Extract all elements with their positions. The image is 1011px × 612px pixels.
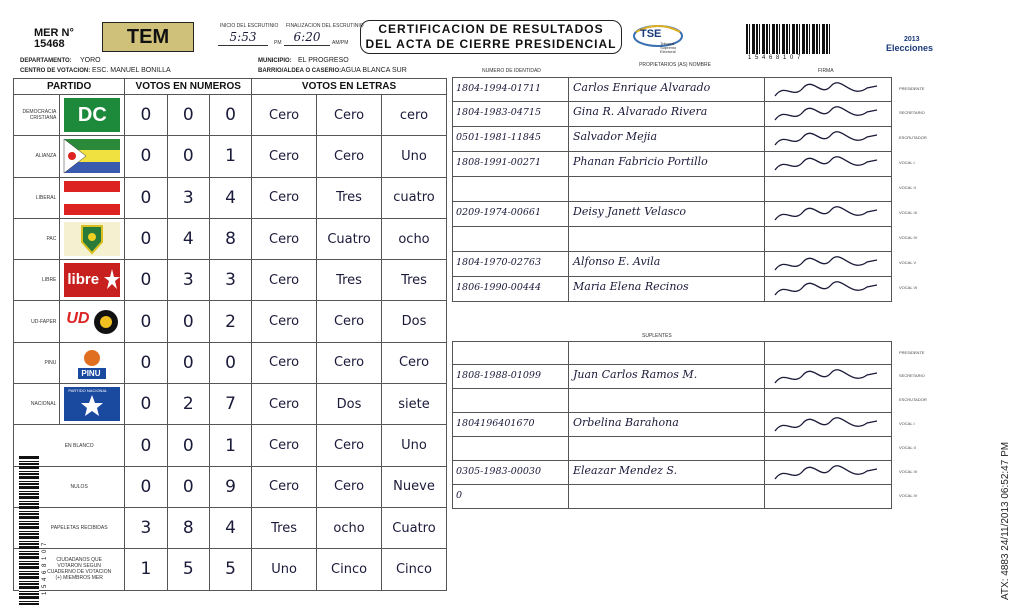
identity-number: 1808-1988-01099 — [453, 365, 569, 388]
departamento-value: YORO — [80, 57, 101, 64]
mer-number: 15468 — [34, 38, 65, 50]
member-name — [569, 177, 765, 201]
elecciones-logo — [882, 28, 942, 56]
top-barcode — [746, 24, 830, 54]
identity-number: 0209-1974-00661 — [453, 202, 569, 226]
identity-number: 0 — [453, 485, 569, 508]
vote-digit: 0 — [125, 301, 167, 342]
signature-cell — [765, 177, 893, 201]
alianza-logo — [64, 139, 120, 173]
vote-digit: 4 — [209, 177, 251, 218]
vote-word: Cero — [252, 177, 317, 218]
role-label: VOCAL I — [899, 160, 915, 165]
vote-digit: 0 — [125, 342, 167, 383]
vote-digit: 0 — [125, 466, 167, 507]
member-name — [569, 389, 765, 412]
elecciones-year: 2013 — [904, 36, 920, 43]
handwritten-signature — [771, 80, 881, 102]
signature-row — [452, 437, 916, 461]
col-partido: PARTIDO — [14, 79, 125, 95]
party-logo-cell — [60, 177, 125, 218]
role-label: PRESIDENTE — [899, 350, 925, 355]
votes-row — [14, 260, 447, 301]
centro-value: ESC. MANUEL BONILLA — [92, 67, 171, 74]
vote-digit: 3 — [167, 177, 209, 218]
top-barcode-number: 1 5 4 6 8 1 0 7 — [748, 55, 802, 61]
departamento-label: DEPARTAMENTO: — [20, 58, 72, 64]
vote-word: Cero — [382, 342, 447, 383]
col-sign-label: FIRMA — [818, 68, 834, 74]
votes-row — [14, 136, 447, 177]
vote-digit: 3 — [209, 260, 251, 301]
signature-cell — [765, 437, 893, 460]
party-name: DEMOCRACIA CRISTIANA — [14, 95, 60, 136]
vote-word: Dos — [382, 301, 447, 342]
pinu-logo: PINU — [64, 346, 120, 380]
vote-digit: 0 — [167, 301, 209, 342]
role-label: VOCAL VI — [899, 285, 918, 290]
votes-row — [14, 549, 447, 590]
signature-cell — [765, 227, 893, 251]
signature-cell — [765, 252, 893, 276]
signature-row — [452, 227, 918, 252]
vote-word: Cero — [252, 466, 317, 507]
libre-logo: libre — [64, 263, 120, 297]
vote-digit: 1 — [209, 425, 251, 466]
vote-digit: 3 — [125, 507, 167, 548]
signature-cell — [765, 413, 893, 436]
vote-digit: 9 — [209, 466, 251, 507]
party-logo-cell — [60, 301, 125, 342]
vote-digit: 8 — [209, 218, 251, 259]
end-time-label: FINALIZACION DEL ESCRUTINIO — [286, 23, 364, 29]
role-label: VOCAL IV — [899, 235, 918, 240]
party-logo-cell — [60, 342, 125, 383]
certificate-title — [360, 20, 622, 54]
tse-label: TSE — [640, 28, 662, 40]
vote-word: Tres — [252, 507, 317, 548]
handwritten-signature — [771, 254, 881, 276]
identity-number: 1806-1990-00444 — [453, 277, 569, 301]
vote-digit: 0 — [167, 136, 209, 177]
role-label: VOCAL IV — [899, 493, 918, 498]
vote-word: Cero — [252, 301, 317, 342]
signature-row — [452, 152, 915, 177]
col-votos-numeros: VOTOS EN NUMEROS — [125, 79, 252, 95]
municipio-label: MUNICIPIO: — [258, 58, 292, 64]
vote-digit: 0 — [167, 342, 209, 383]
identity-number — [453, 227, 569, 251]
identity-number: 1804-1983-04715 — [453, 102, 569, 126]
signature-cell — [765, 78, 893, 101]
role-label: ESCRUTADOR — [899, 397, 927, 402]
party-name: LIBRE — [14, 260, 60, 301]
signature-row — [452, 389, 927, 413]
role-label: VOCAL III — [899, 469, 917, 474]
handwritten-signature — [771, 415, 881, 437]
vote-digit: 5 — [167, 549, 209, 590]
identity-number — [453, 342, 569, 364]
member-name: Salvador Mejia — [569, 127, 765, 151]
vote-word: Cero — [317, 466, 382, 507]
signature-cell — [765, 202, 893, 226]
signature-row — [452, 177, 916, 202]
barrio-label: BARRIO/ALDEA O CASERIO: — [258, 68, 342, 74]
signature-cell — [765, 152, 893, 176]
signature-row — [452, 365, 925, 389]
vote-word: Cuatro — [382, 507, 447, 548]
vote-word: Cero — [317, 136, 382, 177]
tem-box: TEM — [102, 22, 194, 52]
tse-logo — [628, 22, 688, 54]
vote-digit: 7 — [209, 384, 251, 425]
row-label: EN BLANCO — [14, 425, 125, 466]
identity-number: 1804-1994-01711 — [453, 78, 569, 101]
certificate-title-line1: CERTIFICACION DE RESULTADOS — [378, 22, 604, 36]
votes-header-row — [14, 79, 447, 95]
signature-row — [452, 413, 915, 437]
vote-digit: 0 — [125, 425, 167, 466]
vote-word: Cero — [252, 218, 317, 259]
member-name: Alfonso E. Avila — [569, 252, 765, 276]
signature-cell — [765, 277, 893, 301]
signature-row — [452, 127, 927, 152]
row-label: NULOS — [14, 466, 125, 507]
vote-digit: 0 — [125, 384, 167, 425]
vote-word: Uno — [382, 136, 447, 177]
role-label: VOCAL I — [899, 421, 915, 426]
signature-row — [452, 341, 925, 365]
municipio-value: EL PROGRESO — [298, 57, 349, 64]
signature-row — [452, 202, 917, 227]
votes-row — [14, 95, 447, 136]
vote-word: Cero — [252, 136, 317, 177]
member-name: Orbelina Barahona — [569, 413, 765, 436]
centro-label: CENTRO DE VOTACION: — [20, 68, 91, 74]
vote-digit: 0 — [125, 177, 167, 218]
col-name-label: PROPIETARIOS (AS) NOMBRE — [639, 62, 711, 68]
col-votos-letras: VOTOS EN LETRAS — [252, 79, 447, 95]
role-label: VOCAL II — [899, 445, 916, 450]
vote-word: Tres — [317, 260, 382, 301]
vote-word: Cero — [252, 425, 317, 466]
vote-word: Cero — [317, 95, 382, 136]
side-barcode-number: 1 5 4 6 8 1 0 7 — [42, 541, 48, 595]
vote-digit: 0 — [125, 260, 167, 301]
vote-word: Cero — [252, 260, 317, 301]
member-name — [569, 437, 765, 460]
vote-word: Tres — [317, 177, 382, 218]
pm-label: PM — [274, 40, 282, 46]
signature-row — [452, 485, 918, 509]
handwritten-signature — [771, 279, 881, 301]
vote-digit: 0 — [209, 95, 251, 136]
vote-word: siete — [382, 384, 447, 425]
identity-number — [453, 177, 569, 201]
votes-table — [13, 78, 447, 591]
vote-digit: 0 — [125, 95, 167, 136]
handwritten-signature — [771, 154, 881, 176]
vote-digit: 0 — [125, 136, 167, 177]
signature-row — [452, 77, 925, 102]
tse-sub: Tribunal Supremo Electoral — [660, 41, 677, 54]
votes-row — [14, 507, 447, 548]
side-timestamp: ATX: 4883 24/11/2013 06:52:47 PM — [1000, 441, 1011, 600]
mer-label-block — [34, 28, 74, 50]
member-name: Gina R. Alvarado Rivera — [569, 102, 765, 126]
handwritten-signature — [771, 367, 881, 389]
identity-number — [453, 437, 569, 460]
vote-word: Cero — [252, 342, 317, 383]
end-time-value: 6:20 — [284, 30, 330, 46]
signature-cell — [765, 365, 893, 388]
member-name — [569, 227, 765, 251]
col-id-label: NUMERO DE IDENTIDAD — [482, 68, 541, 74]
role-label: VOCAL V — [899, 260, 917, 265]
role-label: VOCAL II — [899, 185, 916, 190]
party-logo-cell — [60, 218, 125, 259]
vote-digit: 0 — [167, 425, 209, 466]
member-name — [569, 485, 765, 508]
vote-digit: 3 — [167, 260, 209, 301]
votes-row — [14, 384, 447, 425]
votes-row — [14, 218, 447, 259]
vote-word: Nueve — [382, 466, 447, 507]
party-name: PINU — [14, 342, 60, 383]
role-label: ESCRUTADOR — [899, 135, 927, 140]
certificate-title-line2: DEL ACTA DE CIERRE PRESIDENCIAL — [365, 37, 617, 51]
party-name: LIBERAL — [14, 177, 60, 218]
vote-digit: 8 — [167, 507, 209, 548]
mer-label: MER N° — [34, 27, 74, 39]
role-label: VOCAL III — [899, 210, 917, 215]
vote-digit: 4 — [209, 507, 251, 548]
signature-cell — [765, 102, 893, 126]
row-label: PAPELETAS RECIBIDAS — [14, 507, 125, 548]
vote-word: Cuatro — [317, 218, 382, 259]
vote-digit: 0 — [167, 95, 209, 136]
party-logo-cell — [60, 384, 125, 425]
member-name — [569, 342, 765, 364]
elecciones-label: Elecciones — [886, 43, 934, 53]
party-name: UD-FAPER — [14, 301, 60, 342]
role-label: SECRETARIO — [899, 373, 925, 378]
dc-logo: DC — [64, 98, 120, 132]
party-name: ALIANZA — [14, 136, 60, 177]
start-time-label: INICIO DEL ESCRUTINIO — [220, 23, 279, 29]
identity-number: 0305-1983-00030 — [453, 461, 569, 484]
vote-word: ocho — [382, 218, 447, 259]
party-name: PAC — [14, 218, 60, 259]
vote-word: Cero — [252, 384, 317, 425]
vote-digit: 4 — [167, 218, 209, 259]
vote-digit: 0 — [209, 342, 251, 383]
signature-row — [452, 252, 917, 277]
votes-row — [14, 425, 447, 466]
vote-word: Cero — [317, 301, 382, 342]
vote-word: Tres — [382, 260, 447, 301]
party-name: NACIONAL — [14, 384, 60, 425]
suplentes-label: SUPLENTES — [642, 333, 672, 339]
party-logo-cell — [60, 260, 125, 301]
member-name: Phanan Fabricio Portillo — [569, 152, 765, 176]
liberal-logo — [64, 181, 120, 215]
pac-logo — [64, 222, 120, 256]
row-label: CIUDADANOS QUE VOTARON SEGUN CUADERNO DE VOTACION (+) MIEMBROS MER — [14, 549, 125, 590]
start-time-value: 5:53 — [218, 30, 268, 46]
identity-number: 1808-1991-00271 — [453, 152, 569, 176]
signature-cell — [765, 461, 893, 484]
party-logo-cell — [60, 95, 125, 136]
nacional-logo: PARTIDO NACIONAL — [64, 387, 120, 421]
votes-row — [14, 466, 447, 507]
identity-number: 0501-1981-11845 — [453, 127, 569, 151]
vote-digit: 0 — [125, 218, 167, 259]
vote-word: Uno — [382, 425, 447, 466]
vote-word: Cero — [252, 95, 317, 136]
vote-digit: 2 — [209, 301, 251, 342]
vote-digit: 2 — [167, 384, 209, 425]
vote-word: Cero — [317, 425, 382, 466]
ampm-label: AM/PM — [332, 40, 349, 46]
vote-digit: 5 — [209, 549, 251, 590]
vote-word: Cinco — [382, 549, 447, 590]
handwritten-signature — [771, 104, 881, 126]
vote-word: cero — [382, 95, 447, 136]
signature-row — [452, 461, 917, 485]
member-name: Deisy Janett Velasco — [569, 202, 765, 226]
side-barcode — [19, 455, 39, 605]
vote-word: Cero — [317, 342, 382, 383]
signature-cell — [765, 127, 893, 151]
member-name: Maria Elena Recinos — [569, 277, 765, 301]
handwritten-signature — [771, 204, 881, 226]
member-name: Juan Carlos Ramos M. — [569, 365, 765, 388]
barrio-value: AGUA BLANCA SUR — [341, 67, 407, 74]
signature-row — [452, 277, 918, 302]
identity-number — [453, 389, 569, 412]
party-logo-cell — [60, 136, 125, 177]
vote-digit: 1 — [209, 136, 251, 177]
signature-cell — [765, 389, 893, 412]
vote-digit: 0 — [167, 466, 209, 507]
handwritten-signature — [771, 129, 881, 151]
member-name: Carlos Enrique Alvarado — [569, 78, 765, 101]
vote-word: Dos — [317, 384, 382, 425]
votes-row — [14, 301, 447, 342]
role-label: SECRETARIO — [899, 110, 925, 115]
identity-number: 1804196401670 — [453, 413, 569, 436]
signature-row — [452, 102, 925, 127]
identity-number: 1804-1970-02763 — [453, 252, 569, 276]
handwritten-signature — [771, 463, 881, 485]
vote-word: Uno — [252, 549, 317, 590]
vote-word: cuatro — [382, 177, 447, 218]
vote-word: Cinco — [317, 549, 382, 590]
votes-row — [14, 177, 447, 218]
vote-word: ocho — [317, 507, 382, 548]
role-label: PRESIDENTE — [899, 86, 925, 91]
votes-row — [14, 342, 447, 383]
member-name: Eleazar Mendez S. — [569, 461, 765, 484]
signature-cell — [765, 485, 893, 508]
signature-cell — [765, 342, 893, 364]
ud-logo: UD — [64, 305, 120, 339]
vote-digit: 1 — [125, 549, 167, 590]
